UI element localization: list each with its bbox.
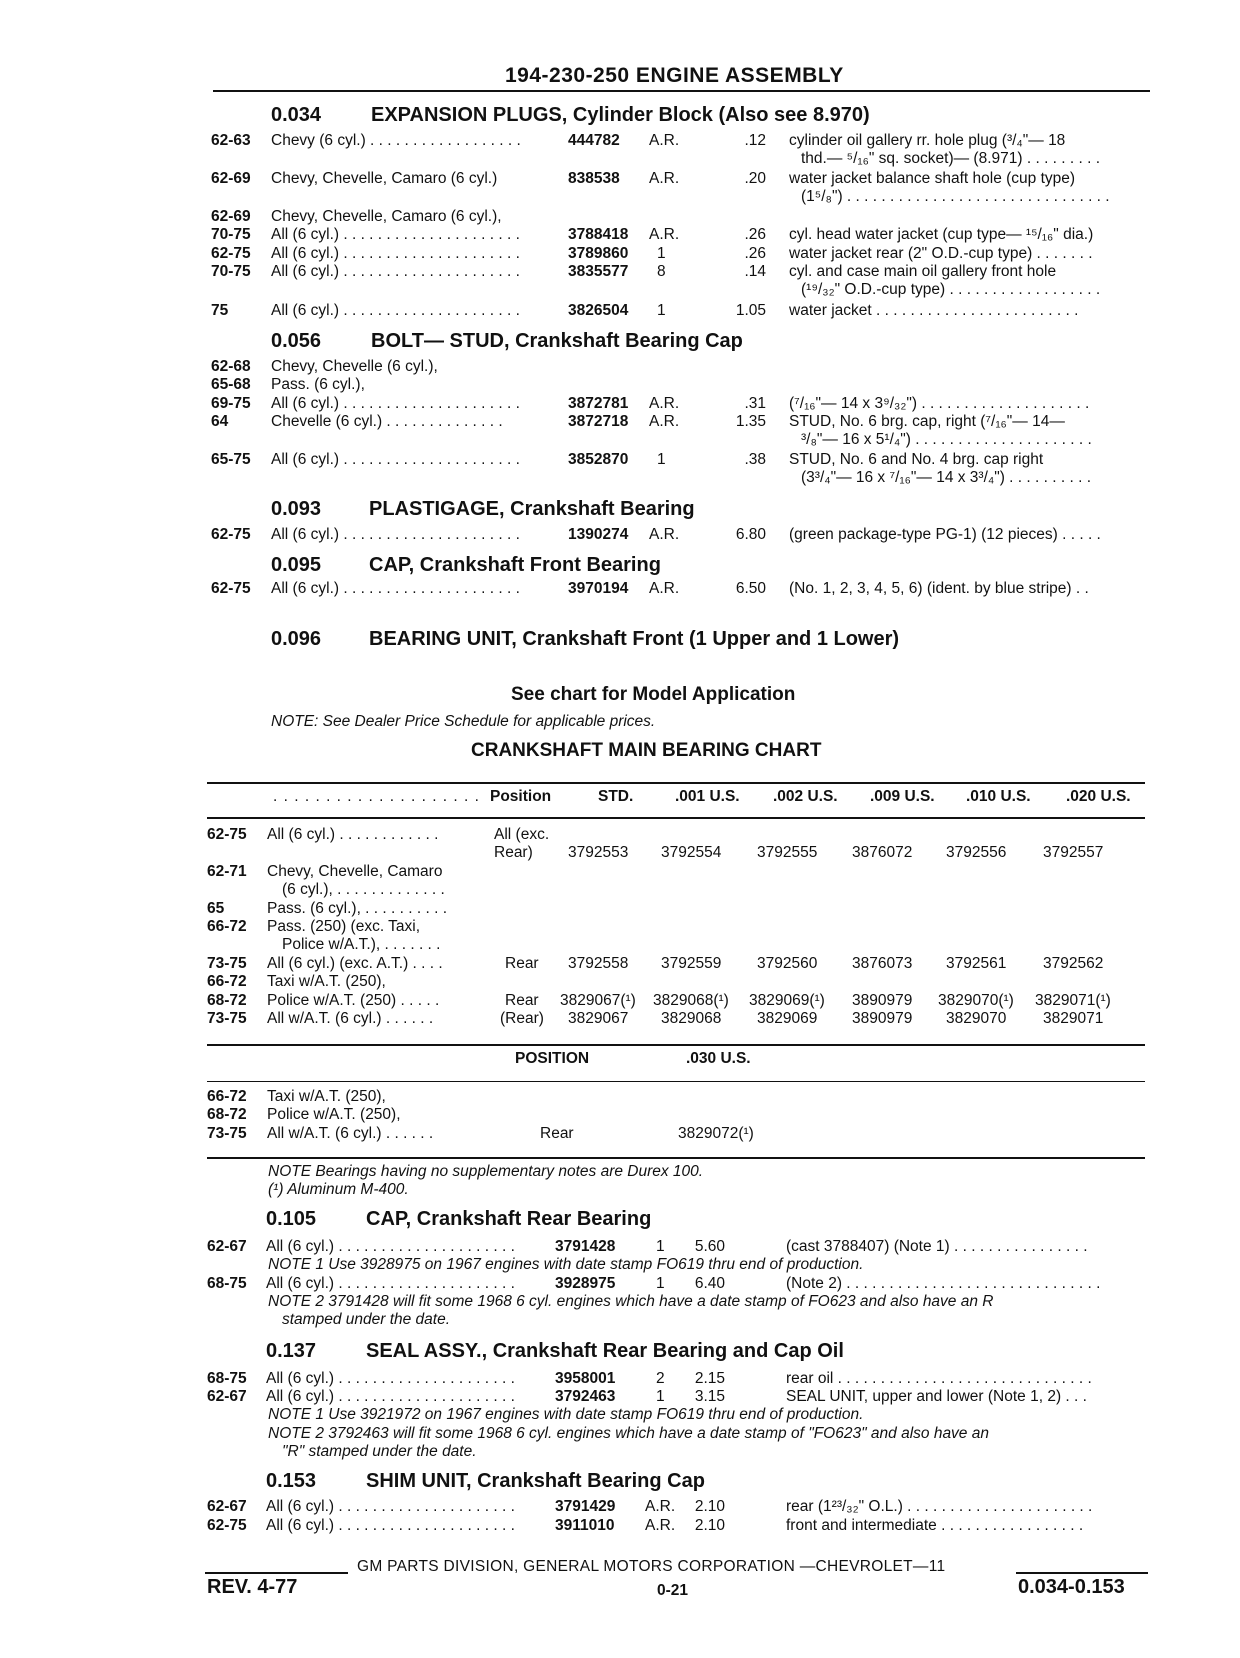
price: .14 xyxy=(744,263,766,280)
model-years: 68-75 xyxy=(207,1275,247,1292)
bearing-part-number: 3792556 xyxy=(946,844,1007,861)
chart-rule xyxy=(207,782,1145,784)
quantity: A.R. xyxy=(649,413,680,430)
model-years: 66-72 xyxy=(207,973,247,990)
footer-division: GM PARTS DIVISION, GENERAL MOTORS CORPORATION —CHEVROLET—11 xyxy=(357,1558,946,1575)
application: Pass. (6 cyl.), xyxy=(271,376,365,393)
part-row xyxy=(0,395,1240,414)
model-years: 62-75 xyxy=(211,245,251,262)
chart-title: CRANKSHAFT MAIN BEARING CHART xyxy=(471,740,822,761)
part-row xyxy=(0,170,1240,189)
bearing-part-number: 3792562 xyxy=(1043,955,1104,972)
model-years: 62-69 xyxy=(211,208,251,225)
price: .26 xyxy=(744,226,766,243)
part-number: 3835577 xyxy=(568,263,629,280)
chart2-row xyxy=(0,1106,1240,1125)
application: Chevy, Chevelle, Camaro (6 cyl.) xyxy=(271,170,498,187)
application: (6 cyl.), . . . . . . . . . . . . . xyxy=(282,881,445,898)
chart-header-009: .009 U.S. xyxy=(870,788,935,805)
part-row-continued xyxy=(0,281,1240,300)
application: Chevy (6 cyl.) . . . . . . . . . . . . . . . . . . xyxy=(271,132,521,149)
part-number: 3789860 xyxy=(568,245,629,262)
application: Police w/A.T.), . . . . . . . xyxy=(282,936,441,953)
quantity: A.R. xyxy=(649,580,680,597)
part-number: 3911010 xyxy=(555,1517,615,1534)
application: All (6 cyl.) . . . . . . . . . . . . . . . . . . . . . xyxy=(271,395,520,412)
part-number: 3872718 xyxy=(568,413,629,430)
quantity: 1 xyxy=(657,245,666,262)
model-years: 70-75 xyxy=(211,226,251,243)
application: All (6 cyl.) (exc. A.T.) . . . . xyxy=(267,955,443,972)
description: water jacket rear (2" O.D.-cup type) . . . . . . . xyxy=(789,245,1093,262)
model-years: 66-72 xyxy=(207,918,247,935)
chart-row xyxy=(0,863,1240,882)
application: Chevy, Chevelle (6 cyl.), xyxy=(271,358,438,375)
position: Rear xyxy=(505,992,539,1009)
application: All (6 cyl.) . . . . . . . . . . . . . . . . . . . . . xyxy=(266,1238,515,1255)
model-years: 65-75 xyxy=(211,451,251,468)
row-note: NOTE 1 Use 3921972 on 1967 engines with date stamp FO619 thru end of production. xyxy=(268,1406,864,1423)
model-years: 68-72 xyxy=(207,992,247,1009)
bearing-part-number: 3829067 xyxy=(568,1010,629,1027)
chart-footnote: NOTE Bearings having no supplementary notes are Durex 100. xyxy=(268,1163,704,1180)
quantity: 2 xyxy=(656,1370,665,1387)
bearing-part-number: 3829071(¹) xyxy=(1035,992,1111,1009)
row-note: NOTE 1 Use 3928975 on 1967 engines with date stamp FO619 thru end of production. xyxy=(268,1256,864,1273)
part-row xyxy=(0,413,1240,432)
chart2-row xyxy=(0,1125,1240,1144)
chart-rule xyxy=(207,1157,1145,1159)
price: 1.35 xyxy=(735,413,766,430)
part-row xyxy=(0,451,1240,470)
position: (Rear) xyxy=(500,1010,544,1027)
quantity: A.R. xyxy=(645,1517,676,1534)
part-number: 3791428 xyxy=(555,1238,616,1255)
footer-range: 0.034-0.153 xyxy=(1018,1576,1125,1598)
application: All (6 cyl.) . . . . . . . . . . . . . . . . . . . . . xyxy=(271,263,520,280)
price: 2.10 xyxy=(694,1517,725,1534)
row-note: NOTE 2 3791428 will fit some 1968 6 cyl. engines which have a date stamp of FO623 and also have an R xyxy=(268,1293,994,1310)
application: All (6 cyl.) . . . . . . . . . . . . . . . . . . . . . xyxy=(266,1370,515,1387)
description: water jacket balance shaft hole (cup type) xyxy=(789,170,1076,187)
application: All (6 cyl.) . . . . . . . . . . . . . . . . . . . . . xyxy=(266,1388,515,1405)
bearing-part-number: 3829069(¹) xyxy=(749,992,825,1009)
quantity: A.R. xyxy=(645,1498,676,1515)
description: STUD, No. 6 brg. cap, right (⁷/₁₆"— 14— xyxy=(789,413,1065,430)
part-row xyxy=(0,580,1240,599)
bearing-part-number: 3829071 xyxy=(1043,1010,1104,1027)
application: Chevy, Chevelle, Camaro xyxy=(267,863,443,880)
position: Rear xyxy=(540,1125,574,1142)
part-row xyxy=(0,245,1240,264)
application: All (6 cyl.) . . . . . . . . . . . . . . . . . . . . . xyxy=(271,580,520,597)
part-number: 3852870 xyxy=(568,451,629,468)
bearing-part-number: 3890979 xyxy=(852,992,913,1009)
price: 6.40 xyxy=(694,1275,725,1292)
model-years: 62-75 xyxy=(211,580,251,597)
chart-row xyxy=(0,881,1240,900)
price: .38 xyxy=(744,451,766,468)
row-note: stamped under the date. xyxy=(282,1311,451,1328)
bearing-part-number: 3829067(¹) xyxy=(560,992,636,1009)
part-row xyxy=(0,1388,1240,1407)
bearing-part-number: 3792553 xyxy=(568,844,629,861)
application: All w/A.T. (6 cyl.) . . . . . . xyxy=(267,1010,434,1027)
part-row xyxy=(0,263,1240,282)
footer-rev: REV. 4-77 xyxy=(207,1576,298,1598)
bearing-part-number: 3792560 xyxy=(757,955,818,972)
model-years: 73-75 xyxy=(207,1010,247,1027)
row-note: "R" stamped under the date. xyxy=(282,1443,477,1460)
application: Pass. (250) (exc. Taxi, xyxy=(267,918,421,935)
application: Taxi w/A.T. (250), xyxy=(267,973,386,990)
model-years: 68-75 xyxy=(207,1370,247,1387)
description: (Note 2) . . . . . . . . . . . . . . . . . . . . . . . . . . . . . . xyxy=(786,1275,1101,1292)
part-number: 3792463 xyxy=(555,1388,616,1405)
description: water jacket . . . . . . . . . . . . . . . . . . . . . . . . xyxy=(789,302,1079,319)
application: Chevelle (6 cyl.) . . . . . . . . . . . . . . xyxy=(271,413,503,430)
model-years: 65 xyxy=(207,900,225,917)
price: 3.15 xyxy=(694,1388,725,1405)
quantity: A.R. xyxy=(649,526,680,543)
description: SEAL UNIT, upper and lower (Note 1, 2) . . . xyxy=(786,1388,1087,1405)
chart-header-position: Position xyxy=(490,788,552,805)
description-continued: (1⁵/₈") . . . . . . . . . . . . . . . . . . . . . . . . . . . . . . . xyxy=(801,188,1110,205)
chart-header-010: .010 U.S. xyxy=(966,788,1031,805)
description: (⁷/₁₆"— 14 x 3⁹/₃₂") . . . . . . . . . . . . . . . . . . . . xyxy=(789,395,1090,412)
chart-header-002: .002 U.S. xyxy=(773,788,838,805)
chart-row xyxy=(0,1010,1240,1029)
part-number: 1390274 xyxy=(568,526,629,543)
quantity: 1 xyxy=(656,1275,665,1292)
chart-row xyxy=(0,936,1240,955)
position: Rear) xyxy=(494,844,533,861)
quantity: 1 xyxy=(657,302,666,319)
application: All (6 cyl.) . . . . . . . . . . . . . . . . . . . . . xyxy=(266,1517,515,1534)
part-row-continued xyxy=(0,469,1240,488)
bearing-part-number: 3890979 xyxy=(852,1010,913,1027)
part-number: 3872781 xyxy=(568,395,629,412)
row-note: NOTE 2 3792463 will fit some 1968 6 cyl. engines which have a date stamp of "FO623" and also have an xyxy=(268,1425,989,1442)
application: All (6 cyl.) . . . . . . . . . . . . . . . . . . . . . xyxy=(271,451,520,468)
model-years: 62-69 xyxy=(211,170,251,187)
part-row xyxy=(0,208,1240,227)
quantity: 1 xyxy=(656,1388,665,1405)
description: cyl. and case main oil gallery front hole xyxy=(789,263,1057,280)
application: Pass. (6 cyl.), . . . . . . . . . . xyxy=(267,900,448,917)
application: All (6 cyl.) . . . . . . . . . . . . . . . . . . . . . xyxy=(266,1275,515,1292)
bearing-part-number: 3792561 xyxy=(946,955,1007,972)
description: cylinder oil gallery rr. hole plug (³/₄"— 18 xyxy=(789,132,1066,149)
chart-row xyxy=(0,992,1240,1011)
quantity: 1 xyxy=(657,451,666,468)
application: All (6 cyl.) . . . . . . . . . . . . xyxy=(267,826,439,843)
title-rule xyxy=(213,90,1150,92)
bearing-part-number: 3792559 xyxy=(661,955,722,972)
model-years: 73-75 xyxy=(207,955,247,972)
application: Police w/A.T. (250), xyxy=(267,1106,401,1123)
price: 5.60 xyxy=(694,1238,725,1255)
price: 2.15 xyxy=(694,1370,725,1387)
chart-rule xyxy=(207,1081,1145,1082)
quantity: A.R. xyxy=(649,170,680,187)
model-years: 62-67 xyxy=(207,1388,247,1405)
description: (No. 1, 2, 3, 4, 5, 6) (ident. by blue stripe) . . xyxy=(789,580,1089,597)
quantity: 8 xyxy=(657,263,666,280)
description-continued: (3³/₄"— 16 x ⁷/₁₆"— 14 x 3³/₄") . . . . . . . . . . xyxy=(801,469,1092,486)
price: 6.80 xyxy=(735,526,766,543)
application: All w/A.T. (6 cyl.) . . . . . . xyxy=(267,1125,434,1142)
chart2-header-030: .030 U.S. xyxy=(686,1050,751,1067)
quantity: 1 xyxy=(656,1238,665,1255)
model-years: 66-72 xyxy=(207,1088,247,1105)
application: Police w/A.T. (250) . . . . . xyxy=(267,992,440,1009)
description: rear oil . . . . . . . . . . . . . . . . . . . . . . . . . . . . . . xyxy=(786,1370,1092,1387)
price: .12 xyxy=(744,132,766,149)
part-row xyxy=(0,226,1240,245)
model-years: 62-68 xyxy=(211,358,251,375)
model-years: 65-68 xyxy=(211,376,251,393)
chart2-row xyxy=(0,1088,1240,1107)
part-number: 3826504 xyxy=(568,302,629,319)
chart-header-020: .020 U.S. xyxy=(1066,788,1131,805)
part-number: 3788418 xyxy=(568,226,629,243)
part-row xyxy=(0,1517,1240,1536)
model-years: 62-75 xyxy=(207,826,247,843)
model-years: 62-63 xyxy=(211,132,251,149)
application: All (6 cyl.) . . . . . . . . . . . . . . . . . . . . . xyxy=(271,226,520,243)
description: cyl. head water jacket (cup type— ¹⁵/₁₆" dia.) xyxy=(789,226,1094,243)
chart-row xyxy=(0,844,1240,863)
description: rear (1²³/₃₂" O.L.) . . . . . . . . . . . . . . . . . . . . . . xyxy=(786,1498,1093,1515)
quantity: A.R. xyxy=(649,395,680,412)
footer-rule xyxy=(205,1572,348,1574)
model-years: 62-67 xyxy=(207,1498,247,1515)
part-row xyxy=(0,1498,1240,1517)
bearing-part-number: 3829069 xyxy=(757,1010,818,1027)
bearing-part-number: 3829068(¹) xyxy=(653,992,729,1009)
page-title: 194-230-250 ENGINE ASSEMBLY xyxy=(505,64,844,87)
chart-row xyxy=(0,918,1240,937)
chart-intro: See chart for Model Application xyxy=(511,684,796,705)
model-years: 68-72 xyxy=(207,1106,247,1123)
bearing-part-number: 3829068 xyxy=(661,1010,722,1027)
description: (green package-type PG-1) (12 pieces) . . . . . xyxy=(789,526,1101,543)
chart-header-001: .001 U.S. xyxy=(675,788,740,805)
footer-rule xyxy=(1016,1572,1148,1574)
application: All (6 cyl.) . . . . . . . . . . . . . . . . . . . . . xyxy=(271,526,520,543)
quantity: A.R. xyxy=(649,132,680,149)
chart-row xyxy=(0,973,1240,992)
part-row-continued xyxy=(0,188,1240,207)
chart-row xyxy=(0,900,1240,919)
chart-header-dots: . . . . . . . . . . . . . . . . . . . . xyxy=(273,788,480,805)
price: .26 xyxy=(744,245,766,262)
model-years: 70-75 xyxy=(211,263,251,280)
bearing-part-number: 3792555 xyxy=(757,844,818,861)
application: Chevy, Chevelle, Camaro (6 cyl.), xyxy=(271,208,502,225)
bearing-part-number: 3792557 xyxy=(1043,844,1104,861)
bearing-part-number: 3829070 xyxy=(946,1010,1007,1027)
part-row xyxy=(0,1238,1240,1257)
bearing-part-number: 3876072 xyxy=(852,844,913,861)
application: Taxi w/A.T. (250), xyxy=(267,1088,386,1105)
model-years: 62-75 xyxy=(207,1517,247,1534)
model-years: 62-75 xyxy=(211,526,251,543)
part-row xyxy=(0,526,1240,545)
description-continued: thd.— ⁵/₁₆" sq. socket)— (8.971) . . . . . . . . . xyxy=(801,150,1101,167)
chart-rule xyxy=(207,1044,1145,1046)
bearing-part-number: 3829072(¹) xyxy=(678,1125,754,1142)
part-row xyxy=(0,132,1240,151)
position: Rear xyxy=(505,955,539,972)
bearing-part-number: 3876073 xyxy=(852,955,913,972)
part-row xyxy=(0,302,1240,321)
chart-header-std: STD. xyxy=(598,788,634,805)
model-years: 69-75 xyxy=(211,395,251,412)
description: front and intermediate . . . . . . . . . . . . . . . . . xyxy=(786,1517,1084,1534)
part-row xyxy=(0,376,1240,395)
model-years: 62-71 xyxy=(207,863,247,880)
bearing-part-number: 3829070(¹) xyxy=(938,992,1014,1009)
part-row-continued xyxy=(0,431,1240,450)
part-row xyxy=(0,1370,1240,1389)
part-number: 3970194 xyxy=(568,580,629,597)
chart-note: NOTE: See Dealer Price Schedule for applicable prices. xyxy=(271,713,656,730)
part-number: 3928975 xyxy=(555,1275,616,1292)
description-continued: ³/₈"— 16 x 5¹/₄") . . . . . . . . . . . . . . . . . . . . . xyxy=(801,431,1092,448)
application: All (6 cyl.) . . . . . . . . . . . . . . . . . . . . . xyxy=(271,245,520,262)
chart-footnote: (¹) Aluminum M-400. xyxy=(268,1181,409,1198)
application: All (6 cyl.) . . . . . . . . . . . . . . . . . . . . . xyxy=(271,302,520,319)
part-row xyxy=(0,358,1240,377)
part-row-continued xyxy=(0,150,1240,169)
price: .31 xyxy=(744,395,766,412)
description: (cast 3788407) (Note 1) . . . . . . . . . . . . . . . . xyxy=(786,1238,1088,1255)
part-row xyxy=(0,1275,1240,1294)
part-number: 3791429 xyxy=(555,1498,616,1515)
price: .20 xyxy=(744,170,766,187)
model-years: 62-67 xyxy=(207,1238,247,1255)
part-number: 444782 xyxy=(568,132,620,149)
price: 2.10 xyxy=(694,1498,725,1515)
application: All (6 cyl.) . . . . . . . . . . . . . . . . . . . . . xyxy=(266,1498,515,1515)
model-years: 75 xyxy=(211,302,229,319)
quantity: A.R. xyxy=(649,226,680,243)
bearing-part-number: 3792558 xyxy=(568,955,629,972)
price: 6.50 xyxy=(735,580,766,597)
chart-row xyxy=(0,826,1240,845)
chart2-header-position: POSITION xyxy=(515,1050,590,1067)
part-number: 838538 xyxy=(568,170,620,187)
description: STUD, No. 6 and No. 4 brg. cap right xyxy=(789,451,1044,468)
position: All (exc. xyxy=(494,826,550,843)
footer-page: 0-21 xyxy=(657,1582,689,1599)
chart-rule xyxy=(207,817,1145,819)
bearing-part-number: 3792554 xyxy=(661,844,722,861)
price: 1.05 xyxy=(735,302,766,319)
chart-row xyxy=(0,955,1240,974)
model-years: 64 xyxy=(211,413,229,430)
part-number: 3958001 xyxy=(555,1370,616,1387)
description-continued: (¹⁹/₃₂" O.D.-cup type) . . . . . . . . . . . . . . . . . . xyxy=(801,281,1101,298)
model-years: 73-75 xyxy=(207,1125,247,1142)
